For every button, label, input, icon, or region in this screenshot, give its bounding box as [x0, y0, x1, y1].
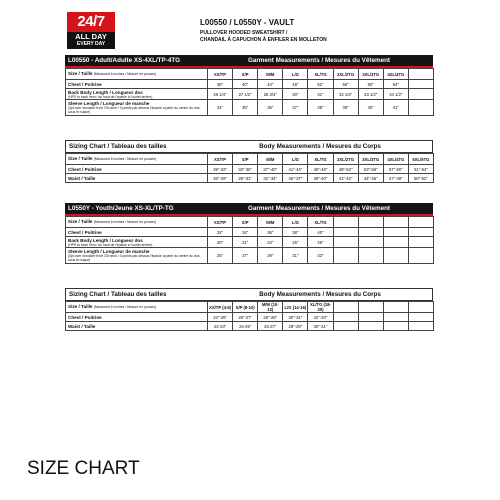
row-label-cell — [66, 217, 208, 228]
row-label-cell — [66, 100, 208, 116]
value-cell: 38"-40" — [308, 174, 333, 183]
value-cell: 53"-56" — [358, 165, 383, 174]
value-cell: 34 1/2" — [383, 89, 408, 100]
section-title: L0550Y - Youth/Jeune XS-XL/TP-TG — [68, 205, 174, 212]
row-label-cell — [66, 89, 208, 100]
row-note: (Measured in inches / Mesuré en pouces) — [93, 157, 157, 161]
empty-cell — [333, 228, 358, 237]
size-chart-caption: SIZE CHART — [27, 458, 140, 479]
table-row — [66, 100, 434, 116]
row-label: Waist / Taille — [68, 175, 96, 181]
size-header-cell: S/P (8-10) — [233, 302, 258, 313]
section-subtitle: Garment Measurements / Mesures du Vêtement — [247, 57, 391, 64]
value-cell: 44"-46" — [358, 174, 383, 183]
empty-cell — [383, 217, 408, 228]
size-header-cell: L/G — [283, 154, 308, 165]
value-cell: 36" — [258, 228, 283, 237]
logo-247: 24/7 — [67, 12, 115, 32]
size-header-cell: L/G — [283, 69, 308, 80]
table-row — [66, 228, 434, 237]
value-cell: 28 3/4" — [258, 89, 283, 100]
value-cell: 27 1/2" — [233, 89, 258, 100]
section-title: Sizing Chart / Tableau des tailles — [69, 143, 167, 150]
value-cell: 26"-27" — [233, 313, 258, 322]
section-subtitle: Body Measurements / Mesures du Corps — [259, 291, 381, 298]
size-header-cell: XL/TG — [308, 69, 333, 80]
value-cell: 37" — [283, 100, 308, 116]
empty-cell — [333, 248, 358, 264]
size-chart-sheet — [65, 12, 433, 329]
table-row — [66, 80, 434, 89]
row-label-cell — [66, 228, 208, 237]
empty-cell — [408, 217, 433, 228]
row-label: Chest / Poitrine — [68, 166, 102, 172]
size-header-cell: XS/TP — [208, 69, 233, 80]
value-cell: 24-25" — [233, 322, 258, 331]
section-title: L00550 - Adult/Adulte XS-4XL/TP-4TG — [68, 57, 181, 64]
brand-logo — [67, 12, 115, 49]
empty-cell — [383, 248, 408, 264]
value-cell: 20" — [208, 237, 233, 248]
empty-cell — [383, 322, 408, 331]
value-cell: 57"-60" — [383, 165, 408, 174]
value-cell: 40" — [358, 100, 383, 116]
empty-cell — [408, 313, 433, 322]
size-header-cell: M/M (10-12) — [258, 302, 283, 313]
row-note: (Measured in inches / Mesuré en pouces) — [93, 72, 157, 76]
measurement-table — [65, 301, 434, 331]
empty-cell — [358, 313, 383, 322]
row-label: Size / Taille — [68, 304, 93, 309]
value-cell: 25" — [208, 248, 233, 264]
value-cell: 38" — [283, 228, 308, 237]
value-cell: 35"-37" — [283, 174, 308, 183]
value-cell: 30"-31" — [283, 313, 308, 322]
value-cell: 24"-25" — [208, 313, 233, 322]
size-header-cell: L/G (14-16) — [283, 302, 308, 313]
empty-cell — [383, 302, 408, 313]
value-cell: 41" — [383, 100, 408, 116]
size-header-cell: XL/TG (18-20) — [308, 302, 333, 313]
row-label: Size / Taille — [68, 71, 93, 76]
value-cell: 32"-34" — [258, 174, 283, 183]
value-cell: 26"-28" — [208, 174, 233, 183]
size-header-cell: 4XL/4TG — [383, 154, 408, 165]
empty-cell — [408, 228, 433, 237]
value-cell: 52" — [308, 80, 333, 89]
empty-cell — [408, 100, 433, 116]
value-cell: 30"-31" — [308, 322, 333, 331]
row-label-cell — [66, 165, 208, 174]
measurement-table — [65, 153, 434, 183]
value-cell: 48" — [283, 80, 308, 89]
value-cell: 34" — [233, 228, 258, 237]
row-label: Size / Taille — [68, 156, 93, 161]
row-note: (3pt over shoulder from CB neck / 3 points par-dessus l'épaule à partir du centre du dos, sous le nuque) — [68, 106, 201, 114]
table-row — [66, 237, 434, 248]
row-note: (3pt over shoulder from CB neck / 3 points par-dessus l'épaule à partir du centre du dos, sous le nuque) — [68, 254, 201, 262]
value-cell: 28"-29" — [258, 313, 283, 322]
value-cell: 26" — [308, 237, 333, 248]
empty-cell — [408, 322, 433, 331]
section-title-bar — [65, 55, 433, 68]
table-row — [66, 69, 434, 80]
value-cell: 30" — [283, 89, 308, 100]
value-cell: 56" — [333, 80, 358, 89]
row-label: Sleeve Length / Longueur de manche — [68, 249, 150, 254]
measurement-table — [65, 68, 434, 116]
logo-all-day: ALL DAY — [75, 32, 107, 41]
section-3 — [65, 203, 433, 264]
size-header-cell: M/M — [258, 154, 283, 165]
table-row — [66, 89, 434, 100]
empty-cell — [408, 69, 433, 80]
row-note: (HPS to back hem / du haut de l'épaule à l'ourlet arrière) — [68, 242, 153, 247]
section-title-bar — [65, 203, 433, 216]
empty-cell — [358, 302, 383, 313]
table-row — [66, 174, 434, 183]
size-header-cell: XS/TP (4-6) — [208, 302, 233, 313]
value-cell: 34" — [208, 100, 233, 116]
row-label-cell — [66, 248, 208, 264]
row-label-cell — [66, 237, 208, 248]
empty-cell — [408, 302, 433, 313]
empty-cell — [358, 228, 383, 237]
empty-cell — [383, 313, 408, 322]
row-label-cell — [66, 322, 208, 331]
empty-cell — [333, 217, 358, 228]
section-subtitle: Body Measurements / Mesures du Corps — [259, 143, 381, 150]
row-label: Chest / Poitrine — [68, 229, 102, 235]
value-cell: 36" — [208, 80, 233, 89]
row-note: (Measured in inches / Mesuré en pouces) — [93, 220, 157, 224]
value-cell: 41"-43" — [333, 174, 358, 183]
row-label-cell — [66, 80, 208, 89]
value-cell: 32" — [208, 228, 233, 237]
measurement-table — [65, 216, 434, 264]
size-header-cell: 3XL/3TG — [358, 154, 383, 165]
row-label-cell — [66, 302, 208, 313]
empty-cell — [358, 217, 383, 228]
size-header-cell: M/M — [258, 69, 283, 80]
value-cell: 37"-40" — [258, 165, 283, 174]
row-label: Size / Taille — [68, 219, 93, 224]
row-label: Chest / Poitrine — [68, 314, 102, 320]
empty-cell — [333, 313, 358, 322]
value-cell: 47"-49" — [383, 174, 408, 183]
empty-cell — [408, 237, 433, 248]
value-cell: 33 1/2" — [358, 89, 383, 100]
value-cell: 31" — [283, 248, 308, 264]
logo-tagline — [67, 32, 115, 49]
value-cell: 41"-44" — [283, 165, 308, 174]
section-4 — [65, 288, 433, 331]
value-cell: 26 1/4" — [208, 89, 233, 100]
value-cell: 33"-36" — [233, 165, 258, 174]
size-header-cell: S/P — [233, 69, 258, 80]
value-cell: 29" — [258, 248, 283, 264]
logo-every-day: EVERY DAY — [76, 41, 106, 47]
empty-cell — [333, 302, 358, 313]
value-cell: 23" — [258, 237, 283, 248]
size-header-cell: 4XL/4TG — [383, 69, 408, 80]
value-cell: 38" — [308, 100, 333, 116]
value-cell: 40" — [308, 228, 333, 237]
empty-cell — [408, 89, 433, 100]
row-label: Back Body Length / Longueur dos — [68, 237, 143, 243]
empty-cell — [358, 322, 383, 331]
value-cell: 29"-31" — [233, 174, 258, 183]
value-cell: 32"-33" — [308, 313, 333, 322]
row-note: (Measured in inches / Mesuré en pouces) — [93, 305, 157, 309]
value-cell: 45"-48" — [308, 165, 333, 174]
row-label-cell — [66, 69, 208, 80]
empty-cell — [333, 322, 358, 331]
value-cell: 29"-32" — [208, 165, 233, 174]
value-cell: 35" — [233, 100, 258, 116]
section-1 — [65, 55, 433, 116]
row-label: Chest / Poitrine — [68, 81, 102, 87]
section-title: Sizing Chart / Tableau des tailles — [69, 291, 167, 298]
value-cell: 44" — [258, 80, 283, 89]
row-label-cell — [66, 313, 208, 322]
empty-cell — [408, 248, 433, 264]
size-header-cell: XL/TG — [308, 154, 333, 165]
table-row — [66, 302, 434, 313]
section-subtitle: Garment Measurements / Mesures du Vêtement — [247, 205, 391, 212]
size-header-cell: 3XL/3TG — [358, 69, 383, 80]
table-row — [66, 322, 434, 331]
section-title-bar — [65, 140, 433, 153]
header — [65, 12, 433, 55]
row-label: Back Body Length / Longueur dos — [68, 89, 143, 95]
value-cell: 22-23" — [208, 322, 233, 331]
value-cell: 28"-29" — [283, 322, 308, 331]
product-titles — [200, 18, 430, 44]
value-cell: 31" — [308, 89, 333, 100]
value-cell: 64" — [383, 80, 408, 89]
row-label: Sleeve Length / Longueur de manche — [68, 101, 150, 106]
value-cell: 36" — [258, 100, 283, 116]
product-name-fr: CHANDAIL À CAPUCHON À ENFILER EN MOLLETON — [200, 37, 327, 43]
empty-cell — [358, 248, 383, 264]
value-cell: 60" — [358, 80, 383, 89]
empty-cell — [383, 237, 408, 248]
size-header-cell: L/G — [283, 217, 308, 228]
row-note: (HPS to back hem / du haut de l'épaule à l'ourlet arrière) — [68, 94, 153, 99]
empty-cell — [333, 237, 358, 248]
value-cell: 61"-64" — [408, 165, 433, 174]
table-row — [66, 165, 434, 174]
size-header-cell: S/P — [233, 217, 258, 228]
value-cell: 33" — [308, 248, 333, 264]
table-row — [66, 313, 434, 322]
size-header-cell: XL/TG — [308, 217, 333, 228]
size-header-cell: M/M — [258, 217, 283, 228]
table-row — [66, 248, 434, 264]
table-row — [66, 217, 434, 228]
row-label-cell — [66, 174, 208, 183]
value-cell: 21" — [233, 237, 258, 248]
table-row — [66, 154, 434, 165]
value-cell: 50"-52" — [408, 174, 433, 183]
value-cell: 49"-52" — [333, 165, 358, 174]
value-cell: 26-27" — [258, 322, 283, 331]
size-header-cell: 5XL/5TG — [408, 154, 433, 165]
value-cell: 39" — [333, 100, 358, 116]
value-cell: 25" — [283, 237, 308, 248]
product-title: L00550 / L0550Y - VAULT — [200, 18, 295, 27]
size-header-cell: S/P — [233, 154, 258, 165]
empty-cell — [358, 237, 383, 248]
value-cell: 40" — [233, 80, 258, 89]
section-2 — [65, 140, 433, 183]
size-header-cell: XS/TP — [208, 154, 233, 165]
size-header-cell: XS/TP — [208, 217, 233, 228]
value-cell: 27" — [233, 248, 258, 264]
size-header-cell: 2XL/2TG — [333, 154, 358, 165]
empty-cell — [408, 80, 433, 89]
row-label: Waist / Taille — [68, 323, 96, 329]
product-name-en: PULLOVER HOODED SWEATSHIRT / — [200, 30, 288, 36]
empty-cell — [383, 228, 408, 237]
size-header-cell: 2XL/2TG — [333, 69, 358, 80]
value-cell: 32 1/4" — [333, 89, 358, 100]
row-label-cell — [66, 154, 208, 165]
section-title-bar — [65, 288, 433, 301]
